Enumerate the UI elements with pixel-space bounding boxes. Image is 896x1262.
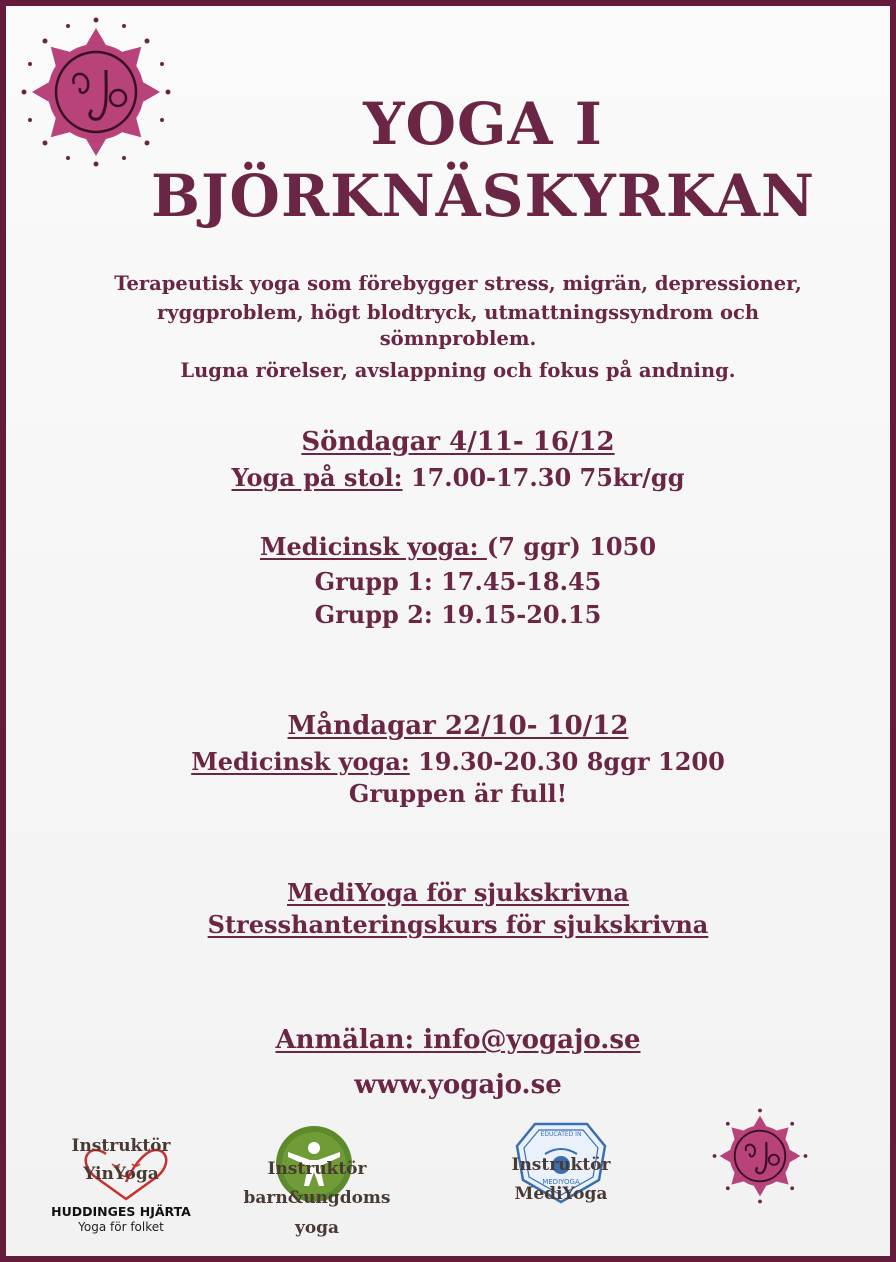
seal-name-text: MEDIYOGA [542, 1178, 580, 1186]
intro-line-3: sömnproblem. [379, 327, 537, 350]
kids-badge-line-2: barn&ungdoms [243, 1188, 391, 1208]
huddinges-name: HUDDINGES HJÄRTA [51, 1204, 191, 1219]
seal-top-text: EDUCATED IN [540, 1131, 582, 1138]
yin-badge-line-2: YinYoga [83, 1164, 159, 1184]
group-1: Grupp 1: 17.45-18.45 [314, 567, 602, 596]
group-full-notice: Gruppen är full! [348, 779, 568, 808]
kids-badge-line-3: yoga [294, 1218, 340, 1238]
yin-badge-line-1: Instruktör [71, 1136, 171, 1156]
stress-course-link[interactable]: Stresshanteringskurs för sjukskrivna [207, 910, 709, 939]
website-link[interactable]: www.yogajo.se [354, 1070, 562, 1100]
chair-yoga-details: 17.00-17.30 75kr/gg [402, 463, 685, 492]
chair-yoga-line [26, 461, 890, 494]
monday-medical-details: 19.30-20.30 8ggr 1200 [409, 747, 725, 776]
title-line-1: YOGA I [363, 90, 603, 158]
monday-medical-label: Medicinsk yoga: [191, 747, 410, 776]
footer-yogajo-logo-icon [712, 1108, 808, 1204]
signup-email-link[interactable]: Anmälan: info@yogajo.se [275, 1025, 641, 1055]
group-2: Grupp 2: 19.15-20.15 [314, 600, 602, 629]
intro-line-1: Terapeutisk yoga som förebygger stress, migrän, depressioner, [114, 272, 802, 295]
sundays-heading: Söndagar 4/11- 16/12 [301, 427, 615, 457]
medi-badge-line-2: MediYoga [514, 1184, 608, 1204]
sunday-medical-details: (7 ggr) 1050 [486, 532, 657, 561]
intro-line-4: Lugna rörelser, avslappning och fokus på andning. [180, 359, 736, 382]
chair-yoga-label: Yoga på stol: [231, 463, 403, 492]
mondays-heading: Måndagar 22/10- 10/12 [287, 711, 629, 741]
monday-medical-line [26, 745, 890, 778]
mediyoga-sick-leave-link[interactable]: MediYoga för sjukskrivna [287, 878, 629, 907]
sunday-medical-label: Medicinsk yoga: [259, 532, 487, 561]
huddinges-tagline: Yoga för folket [78, 1220, 164, 1234]
intro-line-2: ryggproblem, högt blodtryck, utmattningssyndrom och [156, 301, 760, 324]
kids-badge-line-1: Instruktör [267, 1159, 367, 1179]
sunday-medical-line [26, 530, 890, 563]
title-line-2: BJÖRKNÄSKYRKAN [150, 162, 816, 230]
medi-badge-line-1: Instruktör [511, 1155, 611, 1175]
